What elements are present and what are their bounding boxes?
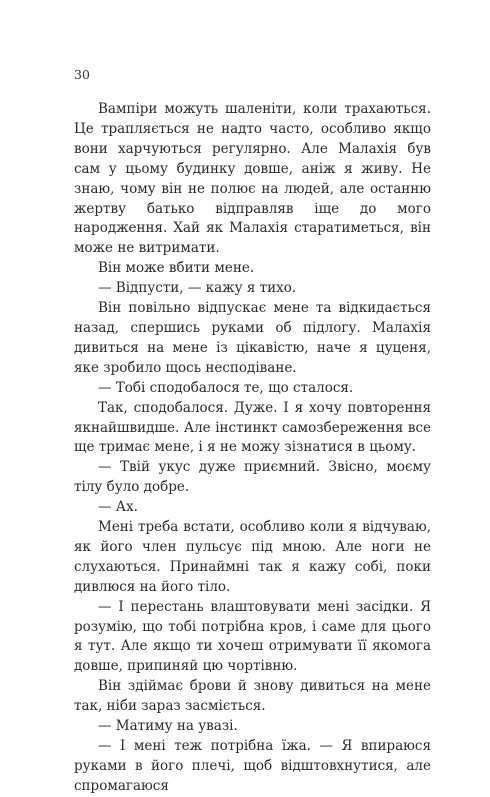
paragraph: — Ах.	[98, 499, 138, 516]
paragraph: — Матиму на увазі.	[98, 718, 238, 735]
paragraph: Він повільно відпускає мене та відкидається назад, спершись руками об підлогу. Малахія дивиться на мене із цікавістю, наче я цуценя, яке зробило щось несподіване.	[74, 300, 431, 376]
page-number: 30	[74, 67, 90, 82]
paragraph: Так, сподобалося. Дуже. І я хочу повторення якнайшвидше. Але інстинкт самозбереження все ще тримає мене, і я не можу зізнатися в цьому.	[74, 399, 431, 456]
body-text	[74, 100, 431, 797]
paragraph: — Тобі сподобалося те, що сталося.	[98, 379, 354, 396]
paragraph: — І мені теж потрібна їжа. — Я впираюся руками в його плечі, щоб відштовхнутися, але спромагаюся	[74, 738, 431, 794]
paragraph: Він здіймає брови й знову дивиться на мене так, ніби зараз засміється.	[74, 678, 431, 715]
paragraph: Мені треба встати, особливо коли я відчуваю, як його член пульсує під мною. Але ноги не слухаються. Принаймні так я кажу собі, поки дивлюся на його тіло.	[74, 519, 431, 595]
paragraph: — І перестань влаштовувати мені засідки. Я розумію, що тобі потрібна кров, і саме для цього я тут. Але якщо ти хочеш отримувати її якомога довше, припиняй цю чортівню.	[74, 598, 431, 675]
paragraph: — Відпусти, — кажу я тихо.	[98, 280, 297, 297]
paragraph: — Твій укус дуже приємний. Звісно, моєму тілу було добре.	[74, 459, 431, 496]
paragraph: Він може вбити мене.	[98, 260, 255, 277]
paragraph: Вампіри можуть шаленіти, коли трахаються. Це трапляється не надто часто, особливо якщо вони харчуються регулярно. Але Малахія був сам у цьому будинку довше, аніж я живу. Не знаю, чому він не полює на людей, але останню жертву батько відправляв іще до мого народження. Хай як Малахія старатиметься, він може не витримати.	[74, 101, 431, 257]
